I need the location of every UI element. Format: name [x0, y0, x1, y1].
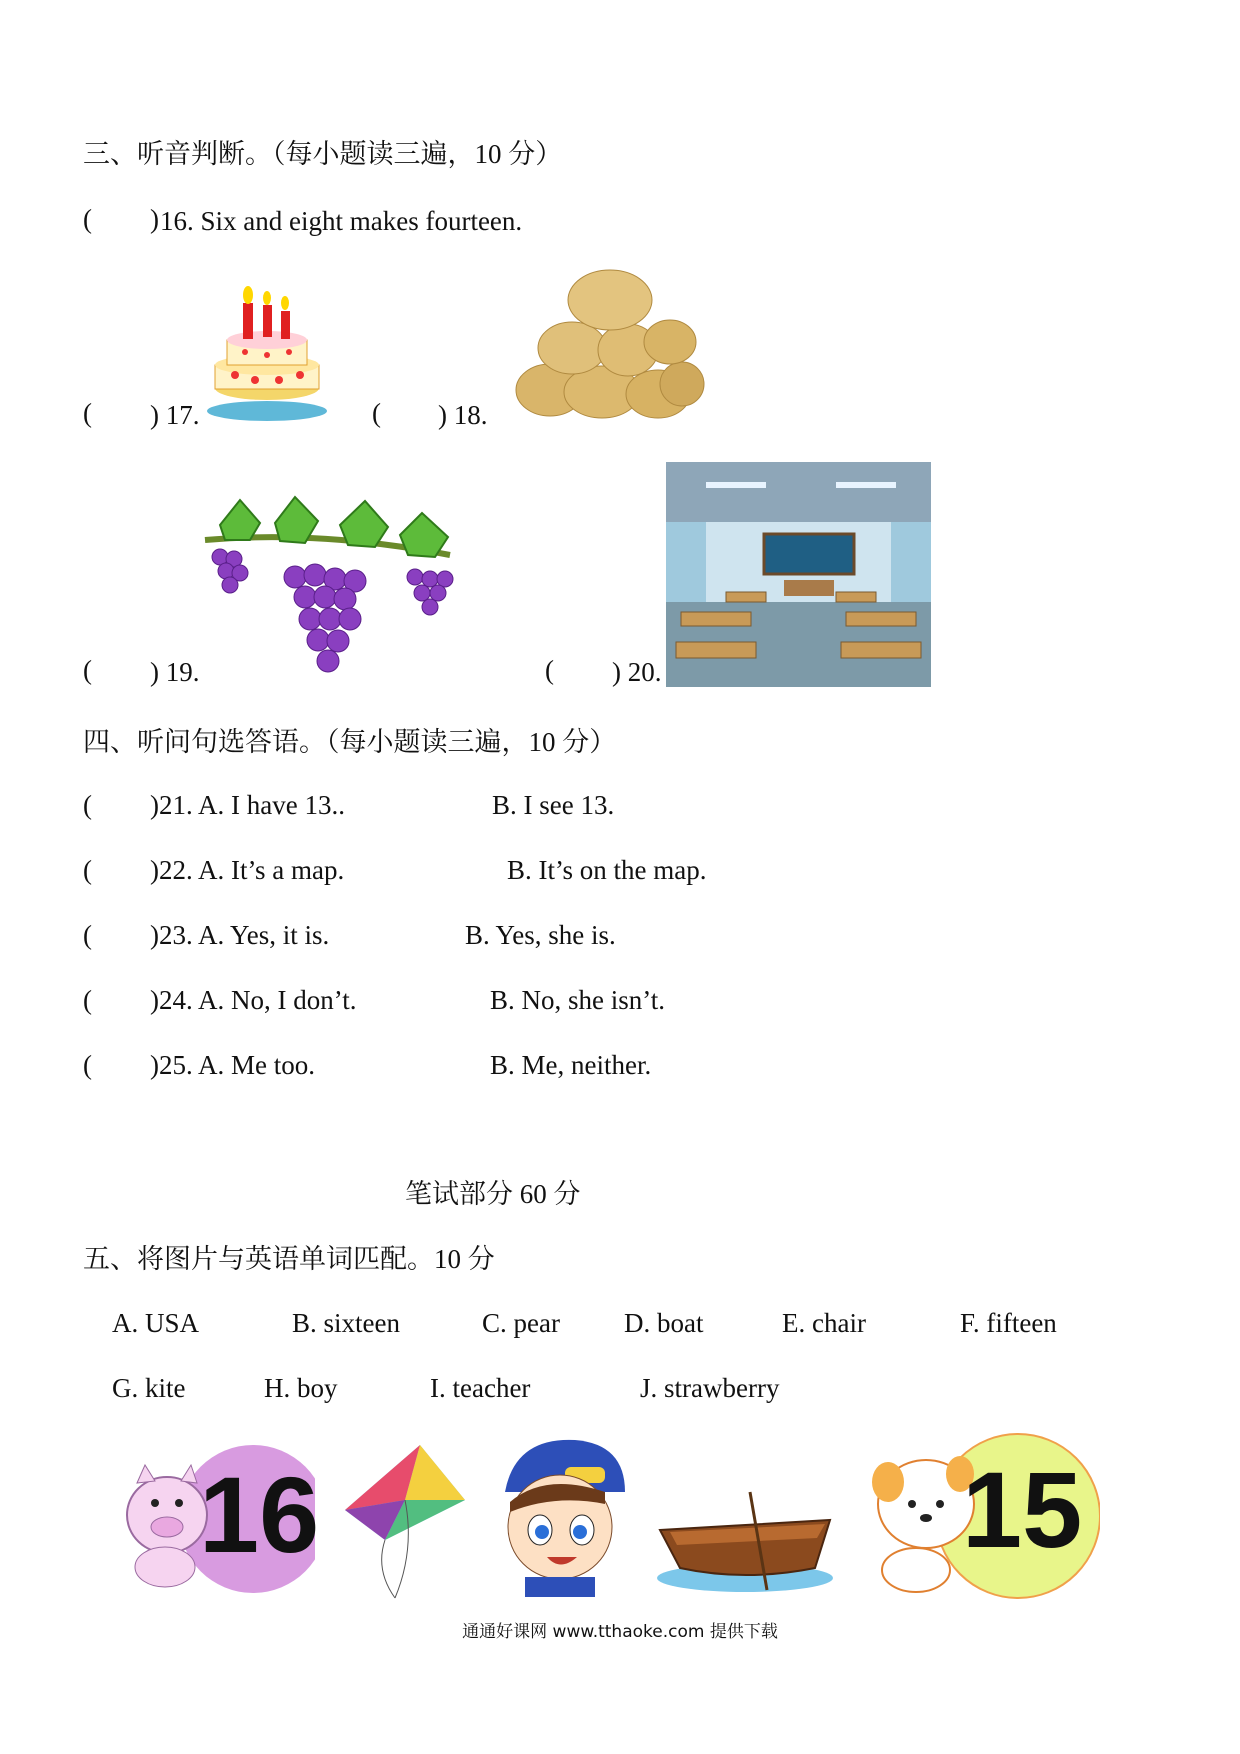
written-part-title: 笔试部分 60 分 — [405, 1179, 581, 1209]
question-23-option-b: B. Yes, she is. — [465, 920, 616, 950]
question-19-label: ) 19. — [150, 657, 200, 687]
kite-image — [325, 1440, 475, 1600]
section4-heading: 四、听问句选答语。（每小题读三遍，10 分） — [83, 727, 617, 757]
word-kite: G. kite — [112, 1373, 186, 1403]
word-teacher: I. teacher — [430, 1373, 531, 1403]
word-boy: H. boy — [264, 1373, 338, 1403]
classroom-image — [666, 462, 931, 687]
sixteen-picture — [125, 1435, 320, 1595]
question-18-label: ) 18. — [438, 400, 488, 430]
question-20-label: ) 20. — [612, 657, 662, 687]
word-fifteen: F. fifteen — [960, 1308, 1057, 1338]
word-usa: A. USA — [112, 1308, 200, 1338]
grapes-image — [200, 495, 455, 680]
question-24-option-a: )24. A. No, I don’t. — [150, 985, 357, 1015]
number-sixteen: 16 — [199, 1454, 320, 1575]
answer-paren-25[interactable]: ( — [83, 1050, 92, 1080]
answer-paren-22[interactable]: ( — [83, 855, 92, 885]
word-sixteen: B. sixteen — [292, 1308, 400, 1338]
birthday-cake-image — [205, 285, 330, 425]
word-chair: E. chair — [782, 1308, 866, 1338]
potatoes-image — [510, 262, 710, 422]
section5-heading: 五、将图片与英语单词匹配。10 分 — [83, 1244, 495, 1274]
question-24-option-b: B. No, she isn’t. — [490, 985, 666, 1015]
answer-paren-16[interactable]: ( — [83, 204, 92, 234]
question-23-option-a: )23. A. Yes, it is. — [150, 920, 330, 950]
word-strawberry: J. strawberry — [640, 1373, 780, 1403]
fifteen-picture — [868, 1432, 1100, 1600]
question-17-label: ) 17. — [150, 400, 200, 430]
answer-paren-21[interactable]: ( — [83, 790, 92, 820]
page-footer: 通通好课网 www.tthaoke.com 提供下载 — [462, 1622, 778, 1642]
answer-paren-17[interactable]: ( — [83, 398, 92, 428]
answer-paren-18[interactable]: ( — [372, 398, 381, 428]
answer-paren-24[interactable]: ( — [83, 985, 92, 1015]
answer-paren-23[interactable]: ( — [83, 920, 92, 950]
question-22-option-a: )22. A. It’s a map. — [150, 855, 345, 885]
question-16: 16. Six and eight makes fourteen. — [160, 206, 523, 236]
answer-paren-close-16: ) — [150, 204, 159, 234]
boat-image — [655, 1490, 835, 1595]
question-21-option-b: B. I see 13. — [492, 790, 615, 820]
word-pear: C. pear — [482, 1308, 560, 1338]
section3-heading: 三、听音判断。（每小题读三遍，10 分） — [83, 139, 563, 169]
number-fifteen: 15 — [962, 1449, 1083, 1570]
question-25-option-b: B. Me, neither. — [490, 1050, 652, 1080]
answer-paren-20[interactable]: ( — [545, 655, 554, 685]
boy-image — [485, 1432, 635, 1597]
word-boat: D. boat — [624, 1308, 704, 1338]
question-25-option-a: )25. A. Me too. — [150, 1050, 315, 1080]
question-22-option-b: B. It’s on the map. — [507, 855, 707, 885]
question-21-option-a: )21. A. I have 13.. — [150, 790, 345, 820]
answer-paren-19[interactable]: ( — [83, 655, 92, 685]
